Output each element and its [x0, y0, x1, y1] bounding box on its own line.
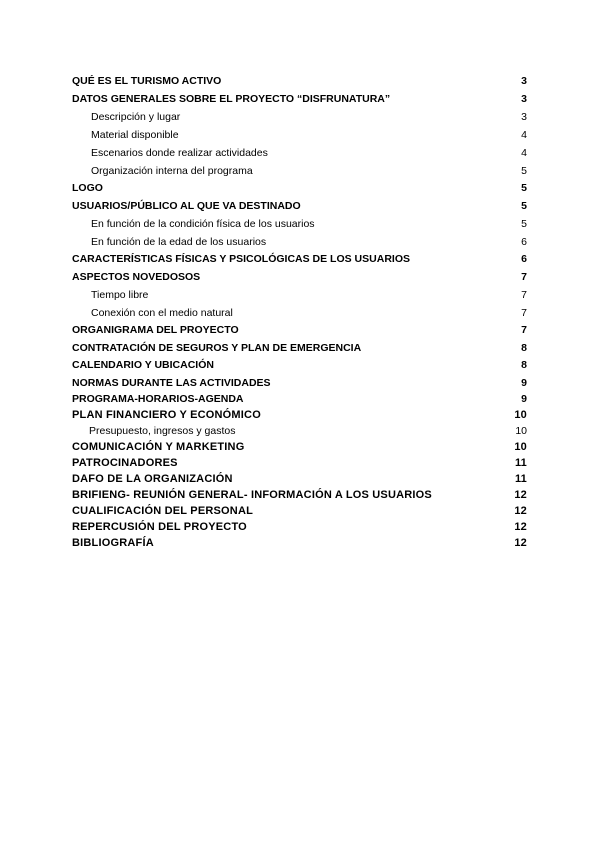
- toc-entry-page: 7: [521, 288, 527, 301]
- toc-entry[interactable]: [72, 218, 527, 236]
- toc-entry-page: 9: [521, 392, 527, 405]
- toc-entry-title: BRIFIENG- REUNIÓN GENERAL- INFORMACIÓN A LOS USUARIOS: [72, 488, 432, 501]
- toc-entry[interactable]: [72, 111, 527, 129]
- toc-entry[interactable]: [72, 473, 527, 489]
- toc-entry[interactable]: [72, 93, 527, 111]
- toc-entry-page: 11: [514, 456, 527, 469]
- toc-entry-title: Conexión con el medio natural: [91, 306, 233, 319]
- toc-entry-page: 9: [521, 376, 527, 389]
- toc-entry-page: 12: [514, 488, 527, 501]
- toc-entry-page: 7: [521, 324, 527, 336]
- toc-entry[interactable]: [72, 505, 527, 521]
- toc-entry-title: Presupuesto, ingresos y gastos: [89, 424, 236, 437]
- toc-entry-page: 10: [515, 424, 527, 437]
- toc-entry-page: 4: [521, 128, 527, 141]
- toc-entry-page: 5: [521, 217, 527, 230]
- toc-entry-page: 7: [521, 306, 527, 319]
- toc-entry[interactable]: [72, 129, 527, 147]
- toc-entry[interactable]: [72, 393, 527, 409]
- toc-entry-title: DAFO DE LA ORGANIZACIÓN: [72, 472, 233, 485]
- toc-entry-page: 8: [521, 341, 527, 354]
- toc-entry[interactable]: [72, 236, 527, 254]
- toc-entry-title: NORMAS DURANTE LAS ACTIVIDADES: [72, 376, 271, 389]
- toc-entry-title: CUALIFICACIÓN DEL PERSONAL: [72, 504, 254, 517]
- toc-entry-title: COMUNICACIÓN Y MARKETING: [72, 440, 245, 453]
- toc-entry-page: 3: [521, 92, 527, 105]
- toc-entry[interactable]: [72, 521, 527, 537]
- toc-entry-page: 11: [514, 472, 527, 485]
- toc-entry-title: Escenarios donde realizar actividades: [91, 146, 268, 159]
- toc-entry[interactable]: [72, 307, 527, 325]
- toc-entry-title: En función de la condición física de los usuarios: [91, 217, 315, 230]
- toc-entry-title: ORGANIGRAMA DEL PROYECTO: [72, 324, 239, 336]
- toc-entry-title: QUÉ ES EL TURISMO ACTIVO: [72, 75, 222, 87]
- toc-entry-page: 8: [521, 359, 527, 371]
- toc-entry-title: Material disponible: [91, 128, 179, 141]
- toc-entry[interactable]: [72, 147, 527, 165]
- toc-entry-page: 4: [521, 146, 527, 159]
- toc-entry-page: 10: [514, 408, 527, 421]
- toc-entry-title: PROGRAMA-HORARIOS-AGENDA: [72, 392, 244, 405]
- toc-entry-title: BIBLIOGRAFÍA: [72, 536, 154, 549]
- toc-entry-title: Organización interna del programa: [91, 164, 253, 177]
- toc-entry-page: 6: [521, 235, 527, 248]
- toc-entry-title: DATOS GENERALES SOBRE EL PROYECTO “DISFRUNATURA”: [72, 92, 391, 105]
- toc-entry-page: 7: [521, 270, 527, 283]
- toc-entry[interactable]: [72, 441, 527, 457]
- toc-entry-title: CONTRATACIÓN DE SEGUROS Y PLAN DE EMERGENCIA: [72, 341, 362, 354]
- toc-entry[interactable]: [72, 489, 527, 505]
- toc-entry[interactable]: [72, 425, 527, 441]
- toc-entry-page: 5: [521, 182, 527, 194]
- toc-entry-title: Descripción y lugar: [91, 110, 181, 123]
- toc-entry-title: ASPECTOS NOVEDOSOS: [72, 270, 201, 283]
- toc-entry-page: 3: [521, 75, 527, 87]
- toc-entry-title: En función de la edad de los usuarios: [91, 235, 267, 248]
- toc-entry-page: 5: [521, 164, 527, 177]
- toc-entry[interactable]: [72, 409, 527, 425]
- toc-entry-page: 6: [521, 253, 527, 265]
- toc-entry[interactable]: [72, 359, 527, 377]
- toc-entry-title: REPERCUSIÓN DEL PROYECTO: [72, 520, 247, 533]
- toc-entry[interactable]: [72, 457, 527, 473]
- toc-entry-title: USUARIOS/PÚBLICO AL QUE VA DESTINADO: [72, 199, 301, 212]
- toc-entry[interactable]: [72, 165, 527, 183]
- toc-entry-page: 5: [521, 199, 527, 212]
- toc-entry[interactable]: [72, 271, 527, 289]
- toc-entry[interactable]: [72, 182, 527, 200]
- toc-entry-title: PATROCINADORES: [72, 456, 178, 469]
- toc-entry[interactable]: [72, 200, 527, 218]
- toc-entry-page: 12: [514, 536, 527, 549]
- toc-entry-page: 10: [514, 440, 527, 453]
- toc-entry-title: CALENDARIO Y UBICACIÓN: [72, 359, 214, 371]
- toc-entry-page: 12: [514, 504, 527, 517]
- toc-entry[interactable]: [72, 537, 527, 553]
- toc-entry-page: 12: [514, 520, 527, 533]
- toc-entry[interactable]: [72, 75, 527, 93]
- toc-entry-page: 3: [521, 110, 527, 123]
- toc-entry[interactable]: [72, 289, 527, 307]
- toc-entry[interactable]: [72, 253, 527, 271]
- toc-entry[interactable]: [72, 342, 527, 360]
- toc-entry-title: PLAN FINANCIERO Y ECONÓMICO: [72, 408, 261, 421]
- toc-entry-title: LOGO: [72, 182, 103, 194]
- toc-entry[interactable]: [72, 324, 527, 342]
- toc-entry[interactable]: [72, 377, 527, 393]
- toc-entry-title: CARACTERÍSTICAS FÍSICAS Y PSICOLÓGICAS DE LOS USUARIOS: [72, 253, 410, 265]
- toc-entry-title: Tiempo libre: [91, 288, 149, 301]
- table-of-contents: [72, 75, 527, 553]
